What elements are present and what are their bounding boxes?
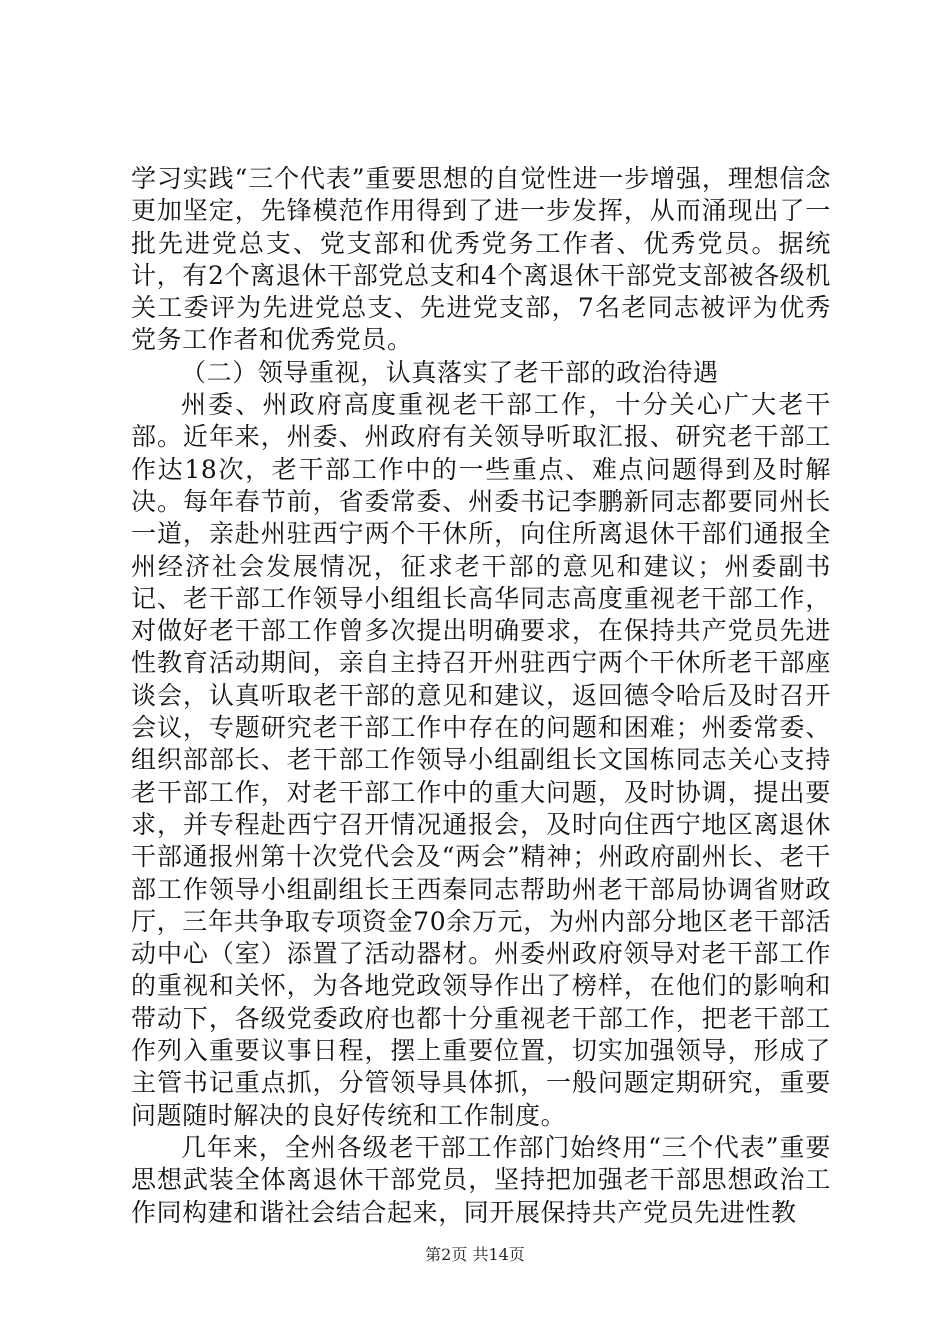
paragraph-continuation: 学习实践“三个代表”重要思想的自觉性进一步增强，理想信念更加坚定，先锋模范作用得到了进一步发挥，从而涌现出了一批先进党总支、党支部和优秀党务工作者、优秀党员。据统计，有2个离退休干部党总支和4个离退休干部党支部被各级机关工委评为先进党总支、先进党支部，7名老同志被评为优秀党务工作者和优秀党员。 bbox=[131, 164, 831, 355]
page-footer: 第2页 共14页 bbox=[425, 1245, 525, 1264]
section-heading: （二）领导重视，认真落实了老干部的政治待遇 bbox=[181, 357, 719, 387]
paragraph-recent-years: 几年来，全州各级老干部工作部门始终用“三个代表”重要思想武装全体离退休干部党员，坚持把加强老干部思想政治工作同构建和谐社会结合起来，同开展保持共产党员先进性教 bbox=[131, 1132, 831, 1227]
document-body bbox=[131, 163, 831, 1229]
paragraph-leadership: 州委、州政府高度重视老干部工作，十分关心广大老干部。近年来，州委、州政府有关领导听取汇报、研究老干部工作达18次，老干部工作中的一些重点、难点问题得到及时解决。每年春节前，省委常委、州委书记李鹏新同志都要同州长一道，亲赴州驻西宁两个干休所，向住所离退休干部们通报全州经济社会发展情况，征求老干部的意见和建议；州委副书记、老干部工作领导小组组长高华同志高度重视老干部工作，对做好老干部工作曾多次提出明确要求，在保持共产党员先进性教育活动期间，亲自主持召开州驻西宁两个干休所老干部座谈会，认真听取老干部的意见和建议，返回德令哈后及时召开会议，专题研究老干部工作中存在的问题和困难；州委常委、组织部部长、老干部工作领导小组副组长文国栋同志关心支持老干部工作，对老干部工作中的重大问题，及时协调，提出要求，并专程赴西宁召开情况通报会，及时向住西宁地区离退休干部通报州第十次党代会及“两会”精神；州政府副州长、老干部工作领导小组副组长王西秦同志帮助州老干部局协调省财政厅，三年共争取专项资金70余万元，为州内部分地区老干部活动中心（室）添置了活动器材。州委州政府领导对老干部工作的重视和关怀，为各地党政领导作出了榜样，在他们的影响和带动下，各级党委政府也都十分重视老干部工作，把老干部工作列入重要议事日程，摆上重要位置，切实加强领导，形成了主管书记重点抓，分管领导具体抓，一般问题定期研究，重要问题随时解决的良好传统和工作制度。 bbox=[131, 390, 831, 1130]
